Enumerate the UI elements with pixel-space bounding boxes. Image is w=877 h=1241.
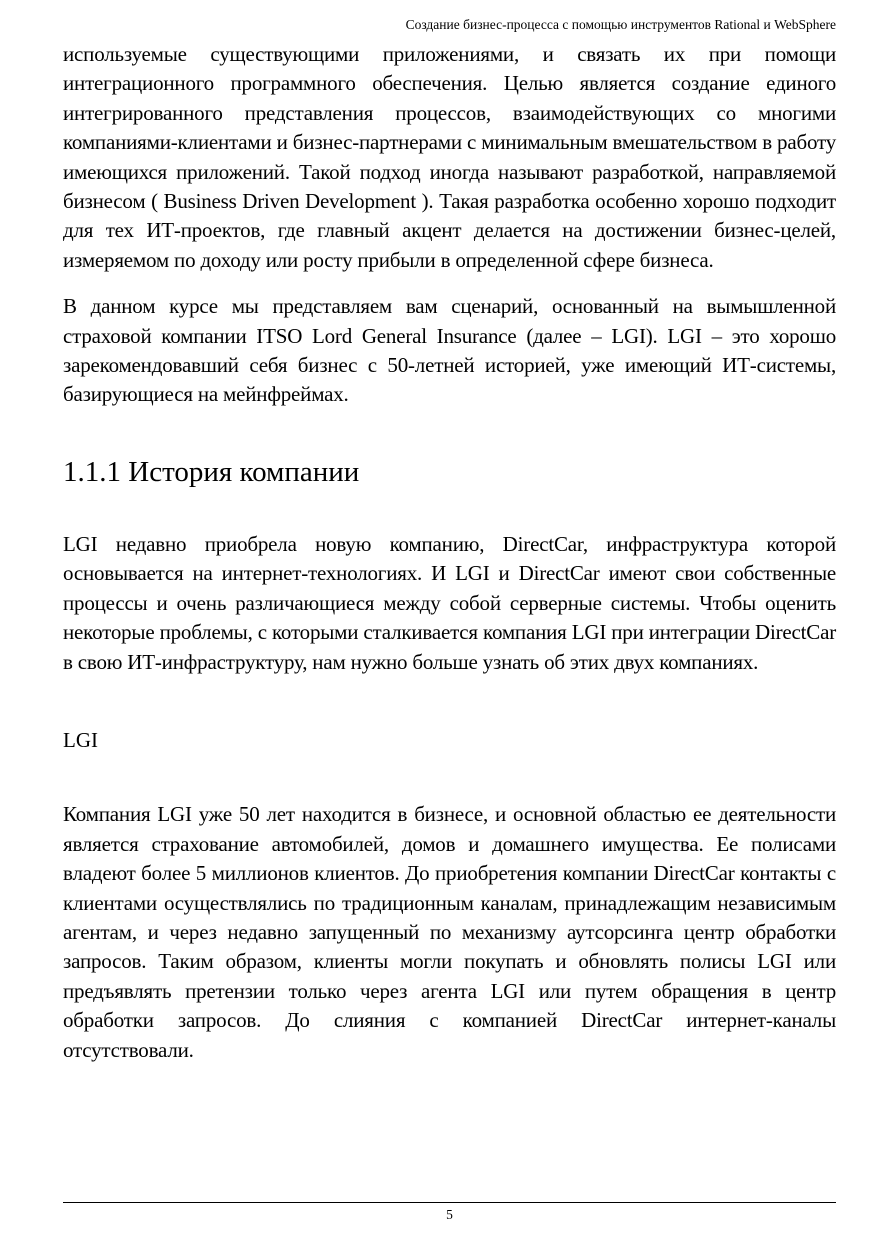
subheading-lgi: LGI <box>63 727 98 752</box>
page-number: 5 <box>446 1207 453 1222</box>
body-paragraph-1: используемые существующими приложениями, и связать их при помощи интеграционного программного обеспечения. Целью является создание единого интегрированного представления процессов, взаимодействующих со многими компаниями-клиентами и бизнес-партнерами с минимальным вмешательством в работу имеющихся приложений. Такой подход иногда называют разработкой, направляемой бизнесом ( Business Driven Development ). Такая разработка особенно хорошо подходит для тех ИТ-проектов, где главный акцент делается на достижении бизнес-целей, измеряемом по доходу или росту прибыли в определенной сфере бизнеса. <box>63 42 836 272</box>
body-paragraph-3: LGI недавно приобрела новую компанию, DirectCar, инфраструктура которой основывается на интернет-технологиях. И LGI и DirectCar имеют свои собственные процессы и очень различающиеся между собой серверные системы. Чтобы оценить некоторые проблемы, с которыми сталкивается компания LGI при интеграции DirectCar в свою ИТ-инфраструктуру, нам нужно больше узнать об этих двух компаниях. <box>63 531 836 674</box>
body-paragraph-2: В данном курсе мы представляем вам сценарий, основанный на вымышленной страховой компании ITSO Lord General Insurance (далее – LGI). LGI – это хорошо зарекомендовавший себя бизнес с 50-летней историей, уже имеющий ИТ-системы, базирующиеся на мейнфреймах. <box>63 294 836 407</box>
body-paragraph-4: Компания LGI уже 50 лет находится в бизнесе, и основной областью ее деятельности является страхование автомобилей, домов и домашнего имущества. Ее полисами владеют более 5 миллионов клиентов. До приобретения компании DirectCar контакты с клиентами осуществлялись по традиционным каналам, принадлежащим независимым агентам, и через недавно запущенный по механизму аутсорсинга центр обработки запросов. Таким образом, клиенты могли покупать и обновлять полисы LGI или предъявлять претензии только через агента LGI или путем обращения в центр обработки запросов. До слияния с компанией DirectCar интернет-каналы отсутствовали. <box>63 802 836 1062</box>
running-header: Создание бизнес-процесса с помощью инструментов Rational и WebSphere <box>405 17 836 32</box>
page-content <box>63 40 836 1065</box>
footer-divider <box>63 1202 836 1203</box>
section-heading: 1.1.1 История компании <box>63 455 360 488</box>
